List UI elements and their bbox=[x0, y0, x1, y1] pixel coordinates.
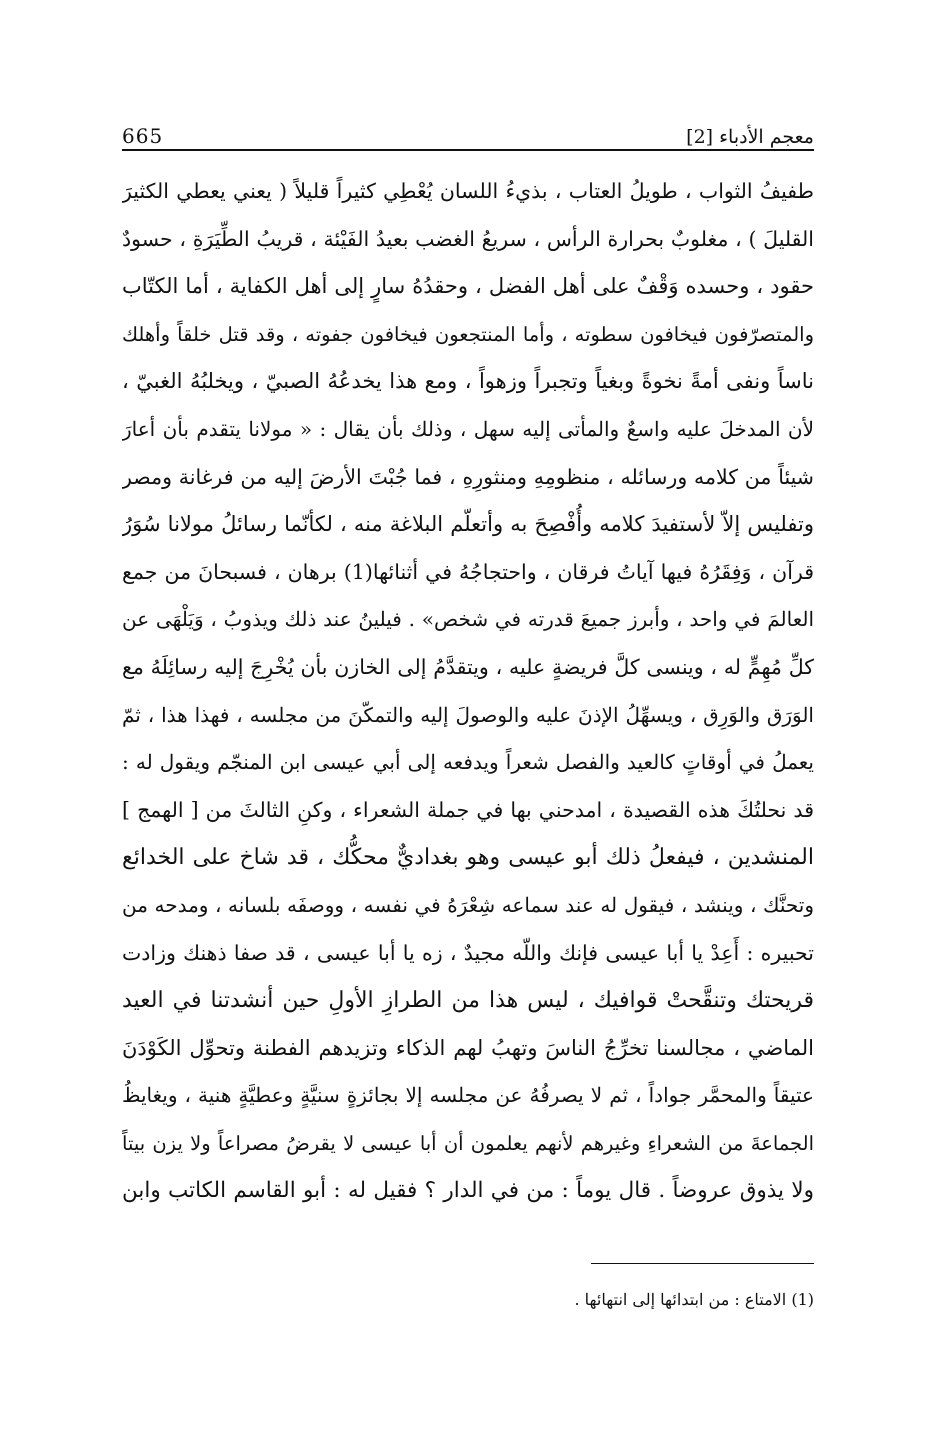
text-line: والمتصرّفون فيخافون سطوته ، وأما المنتجعون فيخافون جفوته ، وقد قتل خلقاً وأهلك bbox=[122, 322, 814, 346]
text-line: ولا يذوق عروضاً . قال يوماً : من في الدار ؟ فقيل له : أبو القاسم الكاتب وابن bbox=[122, 1178, 814, 1204]
footnote: (1) الامتاع : من ابتدائها إلى انتهائها . bbox=[574, 1290, 814, 1309]
text-line: طفيفُ الثواب ، طويلُ العتاب ، بذيءُ اللسان يُعْطِي كثيراً قليلاً ( يعني يعطي الكثيرَ bbox=[122, 179, 814, 203]
text-line bbox=[122, 1215, 814, 1218]
text-line: كلِّ مُهِمٍّ له ، وينسى كلَّ فريضةٍ عليه ، ويتقدَّمُ إلى الخازن بأن يُخْرِجَ إليه رسائِلَهُ مع bbox=[122, 654, 814, 679]
page-number: 665 bbox=[122, 124, 164, 148]
text-line: حقود ، وحسده وَقْفٌ على أهل الفضل ، وحقدُهُ سارٍ إلى أهل الكفاية ، أما الكتّاب bbox=[122, 274, 814, 299]
text-line: وتفليس إلاّ لأستفيدَ كلامه وأُفْصِحَ به وأتعلّم البلاغة منه ، لكأنّما رسائلُ مولانا سُوَرُ bbox=[122, 512, 814, 537]
text-line: الوَرَق والوَرِق ، ويسهِّلُ الإذنَ عليه والوصولَ إليه والتمكّنَ من مجلسه ، فهذا هذا ، ثمّ bbox=[122, 702, 814, 727]
text-line: تحبيره : أَعِدْ يا أبا عيسى فإنك واللّه مجيدٌ ، زه يا أبا عيسى ، قد صفا ذهنك وزادت bbox=[122, 940, 814, 965]
running-title: معجم الأدباء [2] bbox=[686, 126, 814, 148]
text-line: الماضي ، مجالسنا تخرِّجُ الناسَ وتهبُ لهم الذكاء وتزيدهم الفطنة وتحوِّل الكَوْدَنَ bbox=[122, 1035, 814, 1060]
text-line: ناساً ونفى أمةً نخوةً وبغياً وتجبراً وزهواً ، ومع هذا يخدعُهُ الصبيّ ، ويخلبُهُ الغبيّ ، bbox=[122, 369, 814, 394]
footnote-rule bbox=[591, 1263, 814, 1264]
text-line: لأن المدخلَ عليه واسعٌ والمأتى إليه سهل ، وذلك بأن يقال : « مولانا يتقدم بأن أعارَ bbox=[122, 416, 814, 441]
body-text bbox=[122, 168, 814, 1218]
header-rule bbox=[122, 149, 814, 151]
text-line: القليلَ ) ، مغلوبٌ بحرارة الرأس ، سريعُ الغضب بعيدُ الفَيْئة ، قريبُ الطِّيَرَةِ ، حسودٌ bbox=[122, 226, 814, 251]
text-line: شيئاً من كلامه ورسائله ، منظومِهِ ومنثورِهِ ، فما جُبْتَ الأرضَ إليه من فرغانة ومصر bbox=[122, 464, 814, 489]
text-line: العالمَ في واحد ، وأبرز جميعَ قدرته في شخص» . فيلينُ عند ذلك ويذوبُ ، وَيَلْهَى عن bbox=[122, 607, 814, 632]
text-line: قرآن ، وَفِقَرُهُ فيها آياتُ فرقان ، واحتجاجُهُ في أثنائها(1) برهان ، فسبحانَ من جمع bbox=[122, 559, 814, 584]
text-line: قد نحلتُكَ هذه القصيدة ، امدحني بها في جملة الشعراء ، وكنِ الثالثَ من [ الهمج ] bbox=[122, 797, 814, 822]
page-header bbox=[122, 118, 814, 148]
text-line: عتيقاً والمحمَّر جواداً ، ثم لا يصرفُهُ عن مجلسه إلا بجائزةٍ سنيَّةٍ وعطيَّةٍ هنية ، ويغايظُ bbox=[122, 1083, 814, 1108]
text-line: وتحنَّك ، وينشد ، فيقول له عند سماعه شِعْرَهُ في نفسه ، ووصفَه بلسانه ، ومدحه من bbox=[122, 892, 814, 917]
text-line: قريحتك وتنقَّحتْ قوافيك ، ليس هذا من الطرازِ الأولِ حين أنشدتنا في العيد bbox=[122, 988, 814, 1014]
text-line: المنشدين ، فيفعلُ ذلك أبو عيسى وهو بغداديٌّ محكُّك ، قد شاخ على الخدائع bbox=[122, 845, 814, 871]
text-line: الجماعةَ من الشعراءِ وغيرهم لأنهم يعلمون أن أبا عيسى لا يقرضُ مصراعاً ولا يزن بيتاً bbox=[122, 1131, 814, 1155]
text-line: يعملُ في أوقاتٍ كالعيد والفصل شعراً ويدفعه إلى أبي عيسى ابن المنجّم ويقول له : bbox=[122, 750, 814, 775]
